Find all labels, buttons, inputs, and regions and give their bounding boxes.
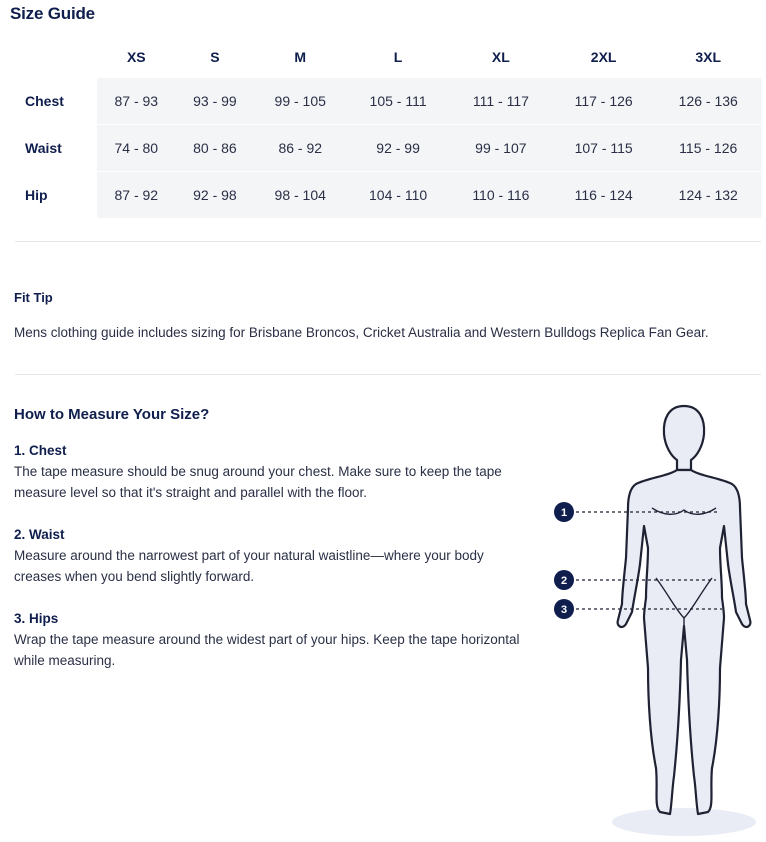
measure-title: How to Measure Your Size? bbox=[14, 406, 210, 423]
table-cell: 99 - 107 bbox=[450, 125, 552, 172]
table-cell: 115 - 126 bbox=[655, 125, 761, 172]
table-cell: 92 - 99 bbox=[346, 125, 450, 172]
row-label-chest: Chest bbox=[15, 78, 97, 125]
table-row bbox=[15, 78, 761, 125]
row-label-hip: Hip bbox=[15, 172, 97, 219]
table-cell: 107 - 115 bbox=[552, 125, 656, 172]
size-table bbox=[15, 36, 761, 218]
size-header: 3XL bbox=[695, 49, 722, 65]
table-cell: 74 - 80 bbox=[97, 125, 176, 172]
fit-tip-title: Fit Tip bbox=[14, 290, 53, 305]
table-cell: 110 - 116 bbox=[450, 172, 552, 219]
size-header: L bbox=[393, 49, 403, 65]
svg-text:1: 1 bbox=[560, 507, 568, 519]
page-title: Size Guide bbox=[10, 4, 95, 23]
table-cell: 99 - 105 bbox=[254, 78, 346, 125]
table-cell: 124 - 132 bbox=[655, 172, 761, 219]
table-cell: 105 - 111 bbox=[346, 78, 450, 125]
step-heading: 3. Hips bbox=[14, 611, 59, 626]
size-header: XL bbox=[491, 49, 510, 65]
row-label-waist: Waist bbox=[15, 125, 97, 172]
table-cell: 87 - 93 bbox=[97, 78, 176, 125]
size-header: S bbox=[210, 49, 220, 65]
step-heading: 2. Waist bbox=[14, 527, 65, 542]
body-measurement-illustration bbox=[540, 398, 766, 837]
step-text: Measure around the narrowest part of your natural waistline—where your body creases when you bend slightly forward. bbox=[14, 548, 484, 584]
size-header: 2XL bbox=[590, 49, 617, 65]
table-cell: 92 - 98 bbox=[176, 172, 255, 219]
table-cell: 126 - 136 bbox=[655, 78, 761, 125]
size-header-row bbox=[15, 36, 761, 78]
size-header: M bbox=[294, 49, 307, 65]
table-cell: 98 - 104 bbox=[254, 172, 346, 219]
table-row bbox=[15, 125, 761, 172]
table-cell: 116 - 124 bbox=[552, 172, 656, 219]
measure-step-hips bbox=[14, 611, 524, 671]
table-cell: 87 - 92 bbox=[97, 172, 176, 219]
section-divider bbox=[15, 241, 761, 242]
step-text: The tape measure should be snug around your chest. Make sure to keep the tape measure level so that it's straight and parallel with the floor. bbox=[14, 464, 502, 500]
step-text: Wrap the tape measure around the widest part of your hips. Keep the tape horizontal while measuring. bbox=[14, 632, 520, 668]
table-corner bbox=[15, 36, 97, 78]
measure-step-chest bbox=[14, 443, 524, 503]
table-cell: 104 - 110 bbox=[346, 172, 450, 219]
table-cell: 111 - 117 bbox=[450, 78, 552, 125]
fit-tip-text: Mens clothing guide includes sizing for Brisbane Broncos, Cricket Australia and Western Bulldogs Replica Fan Gear. bbox=[14, 325, 709, 340]
figure-icon bbox=[540, 398, 766, 837]
size-header: XS bbox=[126, 49, 146, 65]
section-divider bbox=[15, 374, 761, 375]
table-cell: 80 - 86 bbox=[176, 125, 255, 172]
step-heading: 1. Chest bbox=[14, 443, 67, 458]
table-cell: 93 - 99 bbox=[176, 78, 255, 125]
svg-text:2: 2 bbox=[560, 575, 568, 587]
svg-text:3: 3 bbox=[560, 604, 568, 616]
table-row bbox=[15, 172, 761, 219]
marker-hips bbox=[554, 599, 574, 619]
table-cell: 117 - 126 bbox=[552, 78, 656, 125]
marker-chest bbox=[554, 502, 574, 522]
measure-step-waist bbox=[14, 527, 524, 587]
marker-waist bbox=[554, 570, 574, 590]
table-cell: 86 - 92 bbox=[254, 125, 346, 172]
